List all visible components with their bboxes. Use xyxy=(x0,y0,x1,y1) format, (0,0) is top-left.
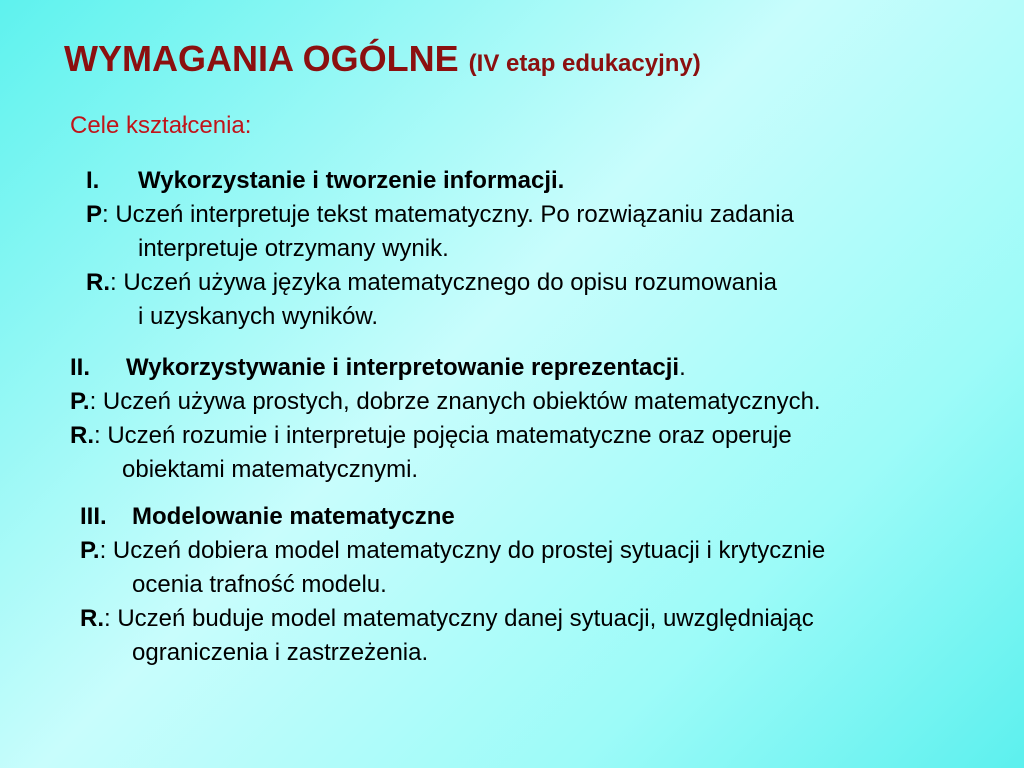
item-text-cont: ograniczenia i zastrzeżenia. xyxy=(132,639,429,666)
item-text: : Uczeń interpretuje tekst matematyczny. Po rozwiązaniu zadania xyxy=(102,201,794,228)
section-1-title: Wykorzystanie i tworzenie informacji. xyxy=(138,167,565,194)
section-3-item-p xyxy=(80,534,825,602)
section-1-item-r xyxy=(86,266,794,334)
section-1-item-p xyxy=(86,198,794,266)
section-1 xyxy=(86,164,794,334)
section-1-number: I. xyxy=(86,167,100,194)
item-label: R. xyxy=(80,605,104,632)
item-text-cont: interpretuje otrzymany wynik. xyxy=(138,235,449,262)
section-3-title: Modelowanie matematyczne xyxy=(132,503,455,530)
section-2-title xyxy=(126,351,686,385)
title-main: WYMAGANIA OGÓLNE xyxy=(64,38,459,79)
section-2-item-r xyxy=(70,419,821,487)
slide-title xyxy=(64,38,701,80)
item-text: : Uczeń używa prostych, dobrze znanych obiektów matematycznych. xyxy=(89,388,821,415)
section-2-title-text: Wykorzystywanie i interpretowanie reprezentacji xyxy=(126,354,680,381)
item-text: : Uczeń buduje model matematyczny danej sytuacji, uwzględniając xyxy=(104,605,814,632)
section-3-number: III. xyxy=(80,503,107,530)
section-2-number: II. xyxy=(70,354,91,381)
section-3-heading xyxy=(80,500,825,534)
item-text: : Uczeń dobiera model matematyczny do prostej sytuacji i krytycznie xyxy=(99,537,826,564)
item-label: P xyxy=(86,201,103,228)
section-2-title-period: . xyxy=(679,354,686,381)
section-1-heading xyxy=(86,164,794,198)
title-sub: (IV etap edukacyjny) xyxy=(468,50,701,77)
item-label: P. xyxy=(80,537,100,564)
section-3-item-r xyxy=(80,602,825,670)
section-3 xyxy=(80,500,825,670)
item-label: P. xyxy=(70,388,90,415)
item-text: : Uczeń używa języka matematycznego do opisu rozumowania xyxy=(110,269,777,296)
item-text: : Uczeń rozumie i interpretuje pojęcia matematyczne oraz operuje xyxy=(94,422,792,449)
item-text-cont: ocenia trafność modelu. xyxy=(132,571,387,598)
section-2-item-p xyxy=(70,385,821,419)
item-text-cont: obiektami matematycznymi. xyxy=(122,456,419,483)
section-2-heading xyxy=(70,351,821,385)
slide-subtitle: Cele kształcenia: xyxy=(70,112,252,139)
item-label: R. xyxy=(70,422,94,449)
item-text-cont: i uzyskanych wyników. xyxy=(138,303,379,330)
item-label: R. xyxy=(86,269,110,296)
section-2 xyxy=(70,351,821,487)
